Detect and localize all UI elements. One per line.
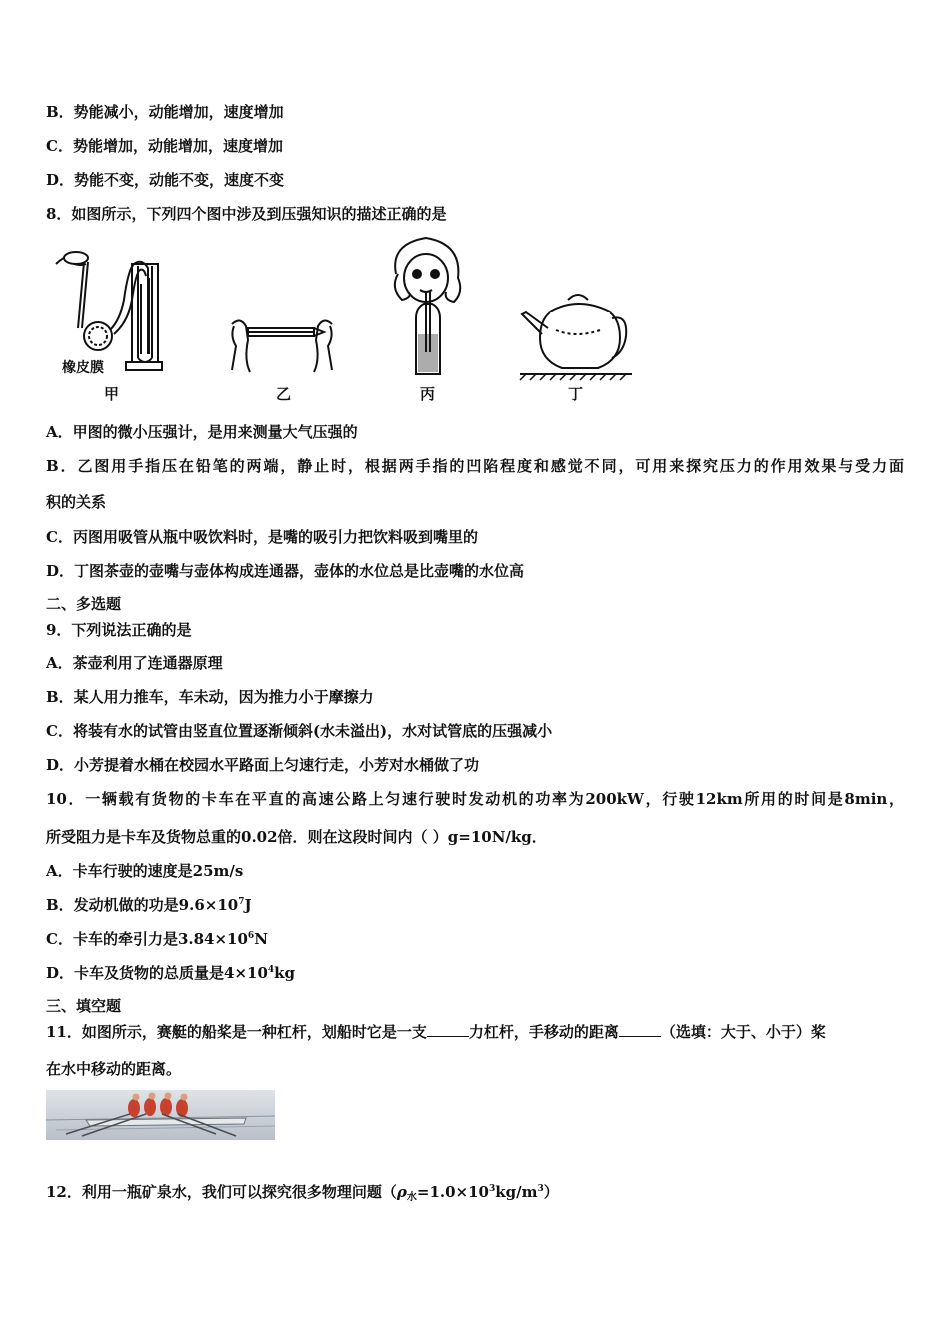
rubber-membrane-label: 橡皮膜 (62, 360, 104, 376)
q8-option-c: C．丙图用吸管从瓶中吸饮料时，是嘴的吸引力把饮料吸到嘴里的 (46, 528, 478, 546)
q10-option-b-text: B．发动机做的功是9.6×10 (46, 896, 239, 914)
q8-option-b-line1: B．乙图用手指压在铅笔的两端，静止时，根据两手指的凹陷程度和感觉不同，可用来探究压力的作用效果与受力面 (46, 457, 904, 475)
q10-option-a: A．卡车行驶的速度是25m/s (46, 862, 244, 880)
q11-text-part3: （选填：大于、小于）桨 (660, 1023, 826, 1041)
teapot-figure (516, 290, 636, 382)
q8-option-d: D．丁图茶壶的壶嘴与壶体构成连通器，壶体的水位总是比壶嘴的水位高 (46, 562, 525, 580)
q9-option-b: B．某人用力推车，车未动，因为推力小于摩擦力 (46, 688, 374, 706)
q11-stem-line1 (46, 1022, 904, 1042)
q11-text-part2: 力杠杆，手移动的距离 (468, 1023, 619, 1041)
figure-label-yi: 乙 (276, 385, 292, 403)
section-title-fill-in: 三、填空题 (46, 997, 122, 1015)
q7-option-b: B．势能减小，动能增加，速度增加 (46, 103, 284, 121)
section-title-multiple-choice: 二、多选题 (46, 595, 122, 613)
q10-stem-line1: 10．一辆载有货物的卡车在平直的高速公路上匀速行驶时发动机的功率为200kW，行驶12km所用的时间是8min， (46, 790, 904, 808)
straw-drinking-figure (386, 234, 468, 384)
q9-stem: 9．下列说法正确的是 (46, 621, 192, 639)
q10-option-c-exponent: 6 (247, 931, 255, 941)
q10-option-c (46, 929, 268, 949)
figure-label-ding: 丁 (568, 385, 584, 403)
q10-option-b (46, 895, 252, 915)
q11-blank-2[interactable] (619, 1022, 661, 1037)
q10-option-d-text: D．卡车及货物的总质量是4×10 (46, 964, 268, 982)
q12-unit-exponent: 3 (537, 1184, 544, 1194)
q12-exponent: 3 (488, 1184, 496, 1194)
figure-label-bing: 丙 (420, 385, 436, 403)
q10-option-d-unit: kg (274, 964, 296, 982)
q10-option-d (46, 963, 295, 983)
q12-rho-symbol: ρ (396, 1183, 407, 1201)
q10-option-d-exponent: 4 (267, 965, 275, 975)
q7-option-c: C．势能增加，动能增加，速度增加 (46, 137, 283, 155)
q10-stem-line2: 所受阻力是卡车及货物总重的0.02倍．则在这段时间内（ ）g=10N/kg． (46, 828, 547, 846)
q9-option-d: D．小芳提着水桶在校园水平路面上匀速行走，小芳对水桶做了功 (46, 756, 480, 774)
q8-option-a: A．甲图的微小压强计，是用来测量大气压强的 (46, 423, 358, 441)
q11-text-part1: 11．如图所示，赛艇的船桨是一种杠杆，划船时它是一支 (46, 1023, 427, 1041)
rowing-photo (46, 1090, 275, 1140)
q9-option-a: A．茶壶利用了连通器原理 (46, 654, 223, 672)
q12-text-pre: 12．利用一瓶矿泉水，我们可以探究很多物理问题（ (46, 1183, 397, 1201)
q8-option-b-line2: 积的关系 (46, 493, 107, 511)
q12-text-post: ） (543, 1183, 559, 1201)
figure-label-jia: 甲 (104, 385, 120, 403)
q10-option-c-unit: N (254, 930, 268, 948)
q9-option-c: C．将装有水的试管由竖直位置逐渐倾斜(水未溢出)，水对试管底的压强减小 (46, 722, 553, 740)
q10-option-b-exponent: 7 (238, 897, 245, 907)
q12-unit: kg/m (495, 1183, 538, 1201)
q12-text-mid: =1.0×10 (416, 1183, 489, 1201)
q8-stem: 8．如图所示，下列四个图中涉及到压强知识的描述正确的是 (46, 205, 447, 223)
q10-option-b-unit: J (244, 896, 252, 914)
q12-stem (46, 1182, 559, 1202)
q7-option-d: D．势能不变，动能不变，速度不变 (46, 171, 285, 189)
q11-blank-1[interactable] (427, 1022, 469, 1037)
q12-rho-subscript: 水 (406, 1192, 417, 1203)
q11-stem-line2: 在水中移动的距离。 (46, 1060, 182, 1078)
pencil-fingers-figure (226, 316, 338, 376)
q10-option-c-text: C．卡车的牵引力是3.84×10 (46, 930, 248, 948)
